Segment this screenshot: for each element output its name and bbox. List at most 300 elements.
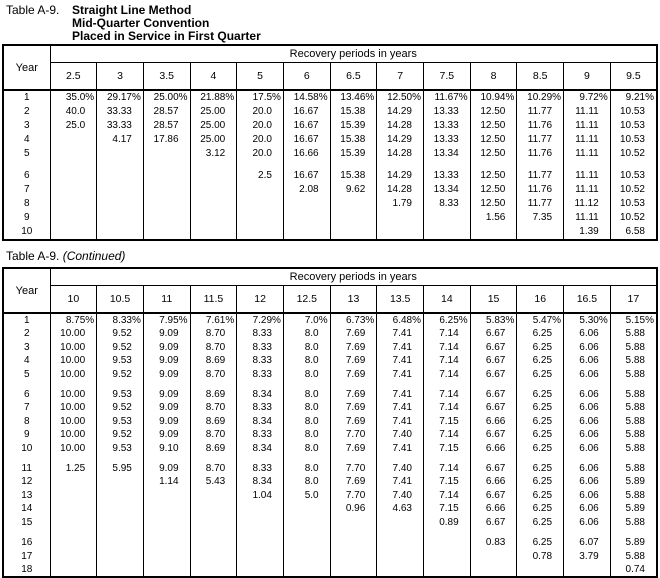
value-cell: 7.41 <box>377 327 424 340</box>
value-cell: 17.86 <box>143 133 190 147</box>
year-cell: 3 <box>23 120 30 131</box>
value-cell: 7.41 <box>377 341 424 354</box>
recovery-period-column-header: 12.5 <box>283 286 330 314</box>
value-cell: 8.0 <box>283 354 330 367</box>
value-cell: 6.66 <box>470 442 517 455</box>
value-cell <box>190 225 237 240</box>
value-cell <box>143 183 190 197</box>
value-cell: 5.88 <box>610 489 657 502</box>
value-cell: 5.88 <box>610 368 657 381</box>
year-cell: 4 <box>23 134 30 145</box>
value-cell: 16.67 <box>283 105 330 119</box>
value-cell: 5.88 <box>610 415 657 428</box>
value-cell: 5.43 <box>190 475 237 488</box>
value-cell: 5.30% <box>564 313 611 327</box>
table-row <box>3 354 657 367</box>
value-cell <box>50 197 97 211</box>
value-cell: 6.67 <box>470 462 517 475</box>
value-cell: 12.50 <box>470 197 517 211</box>
value-cell: 20.0 <box>237 105 284 119</box>
recovery-period-column-header: 5 <box>237 63 284 91</box>
table-title-block <box>6 4 261 43</box>
value-cell <box>143 563 190 577</box>
value-cell: 8.0 <box>283 327 330 340</box>
value-cell: 16.66 <box>283 147 330 161</box>
value-cell: 6.06 <box>564 401 611 414</box>
table-row <box>3 401 657 414</box>
value-cell: 10.53 <box>610 197 657 211</box>
value-cell <box>237 225 284 240</box>
table-row <box>3 341 657 354</box>
value-cell: 1.79 <box>377 197 424 211</box>
value-cell <box>190 489 237 502</box>
value-cell: 6.06 <box>564 475 611 488</box>
value-cell: 8.34 <box>237 475 284 488</box>
recovery-period-column-header: 17 <box>610 286 657 314</box>
value-cell: 11.11 <box>564 183 611 197</box>
value-cell: 10.52 <box>610 147 657 161</box>
value-cell <box>143 197 190 211</box>
value-cell: 8.33 <box>237 401 284 414</box>
value-cell: 7.14 <box>424 401 471 414</box>
value-cell: 0.89 <box>424 516 471 529</box>
value-cell: 9.53 <box>97 388 144 401</box>
value-cell: 11.11 <box>564 147 611 161</box>
value-cell: 9.09 <box>143 401 190 414</box>
table-row <box>3 462 657 475</box>
value-cell <box>143 225 190 240</box>
value-cell: 6.66 <box>470 415 517 428</box>
value-cell <box>283 197 330 211</box>
value-cell: 5.0 <box>283 489 330 502</box>
value-cell <box>424 536 471 549</box>
recovery-period-column-header: 6 <box>283 63 330 91</box>
table-row <box>3 169 657 183</box>
year-column-header: Year <box>3 45 50 90</box>
value-cell <box>50 211 97 225</box>
value-cell: 7.41 <box>377 415 424 428</box>
value-cell: 8.33 <box>237 354 284 367</box>
value-cell: 7.0% <box>283 313 330 327</box>
value-cell <box>50 516 97 529</box>
value-cell: 33.33 <box>97 119 144 133</box>
recovery-period-column-header: 13 <box>330 286 377 314</box>
table-row <box>3 183 657 197</box>
value-cell <box>470 225 517 240</box>
value-cell <box>97 169 144 183</box>
value-cell: 13.34 <box>424 183 471 197</box>
value-cell: 9.53 <box>97 354 144 367</box>
value-cell: 7.69 <box>330 327 377 340</box>
value-cell: 6.25% <box>424 313 471 327</box>
value-cell <box>377 211 424 225</box>
value-cell: 11.11 <box>564 211 611 225</box>
value-cell: 7.41 <box>377 368 424 381</box>
recovery-period-column-header: 12 <box>237 286 284 314</box>
value-cell: 9.21% <box>610 90 657 105</box>
value-cell <box>143 536 190 549</box>
value-cell <box>330 211 377 225</box>
value-cell: 5.88 <box>610 327 657 340</box>
value-cell: 8.69 <box>190 354 237 367</box>
value-cell: 7.14 <box>424 462 471 475</box>
value-cell <box>190 563 237 577</box>
value-cell: 20.0 <box>237 133 284 147</box>
value-cell: 6.67 <box>470 354 517 367</box>
value-cell: 6.25 <box>517 415 564 428</box>
value-cell <box>97 550 144 563</box>
value-cell: 8.69 <box>190 415 237 428</box>
recovery-period-column-header: 2.5 <box>50 63 97 91</box>
value-cell <box>50 133 97 147</box>
value-cell: 10.00 <box>50 368 97 381</box>
table-row <box>3 327 657 340</box>
value-cell: 6.67 <box>470 428 517 441</box>
value-cell: 14.28 <box>377 183 424 197</box>
value-cell: 6.67 <box>470 327 517 340</box>
value-cell: 3.12 <box>190 147 237 161</box>
value-cell: 7.15 <box>424 502 471 515</box>
value-cell <box>330 536 377 549</box>
recovery-period-column-header: 8.5 <box>517 63 564 91</box>
value-cell: 8.69 <box>190 442 237 455</box>
value-cell: 0.96 <box>330 502 377 515</box>
value-cell <box>143 211 190 225</box>
year-column-header: Year <box>3 268 50 313</box>
value-cell: 7.40 <box>377 489 424 502</box>
value-cell: 11.77 <box>517 133 564 147</box>
value-cell: 6.06 <box>564 502 611 515</box>
value-cell: 10.53 <box>610 169 657 183</box>
value-cell <box>50 489 97 502</box>
value-cell: 10.53 <box>610 133 657 147</box>
value-cell: 8.70 <box>190 341 237 354</box>
value-cell <box>237 211 284 225</box>
value-cell: 9.09 <box>143 327 190 340</box>
spacer-row <box>3 529 657 536</box>
value-cell <box>97 502 144 515</box>
value-cell: 2.08 <box>283 183 330 197</box>
value-cell: 5.88 <box>610 462 657 475</box>
recovery-period-column-header: 10.5 <box>97 286 144 314</box>
recovery-period-column-header: 13.5 <box>377 286 424 314</box>
year-cell: 9 <box>23 429 30 441</box>
value-cell: 6.67 <box>470 341 517 354</box>
value-cell: 11.67% <box>424 90 471 105</box>
value-cell: 9.52 <box>97 401 144 414</box>
value-cell: 6.66 <box>470 475 517 488</box>
year-cell: 13 <box>21 489 33 501</box>
value-cell: 6.67 <box>470 489 517 502</box>
value-cell: 8.33 <box>237 327 284 340</box>
recovery-period-column-header: 3 <box>97 63 144 91</box>
value-cell <box>97 183 144 197</box>
value-cell: 6.06 <box>564 428 611 441</box>
year-cell: 16 <box>21 537 33 549</box>
value-cell: 11.77 <box>517 105 564 119</box>
value-cell: 11.11 <box>564 119 611 133</box>
value-cell: 9.53 <box>97 442 144 455</box>
value-cell: 8.33 <box>237 341 284 354</box>
value-cell: 5.88 <box>610 341 657 354</box>
value-cell: 14.29 <box>377 169 424 183</box>
value-cell: 13.34 <box>424 147 471 161</box>
value-cell: 6.67 <box>470 516 517 529</box>
value-cell: 5.95 <box>97 462 144 475</box>
year-cell: 7 <box>23 184 30 195</box>
value-cell <box>283 563 330 577</box>
value-cell: 10.52 <box>610 183 657 197</box>
value-cell: 8.75% <box>50 313 97 327</box>
value-cell <box>377 536 424 549</box>
value-cell: 6.48% <box>377 313 424 327</box>
value-cell <box>190 197 237 211</box>
value-cell: 6.25 <box>517 428 564 441</box>
value-cell <box>237 536 284 549</box>
value-cell: 5.88 <box>610 388 657 401</box>
recovery-period-column-header: 14 <box>424 286 471 314</box>
value-cell: 8.34 <box>237 388 284 401</box>
value-cell: 25.00 <box>190 105 237 119</box>
value-cell <box>143 489 190 502</box>
recovery-period-column-header: 11.5 <box>190 286 237 314</box>
value-cell: 0.83 <box>470 536 517 549</box>
table-row <box>3 475 657 488</box>
value-cell: 10.00 <box>50 388 97 401</box>
recovery-period-column-header: 11 <box>143 286 190 314</box>
value-cell <box>97 563 144 577</box>
value-cell <box>330 225 377 240</box>
value-cell <box>190 502 237 515</box>
value-cell: 11.76 <box>517 183 564 197</box>
value-cell: 11.12 <box>564 197 611 211</box>
value-cell: 8.70 <box>190 327 237 340</box>
value-cell: 10.94% <box>470 90 517 105</box>
value-cell: 8.0 <box>283 428 330 441</box>
value-cell: 6.25 <box>517 489 564 502</box>
value-cell: 12.50 <box>470 119 517 133</box>
value-cell: 5.89 <box>610 536 657 549</box>
table-row <box>3 550 657 563</box>
value-cell: 6.25 <box>517 475 564 488</box>
value-cell: 9.09 <box>143 388 190 401</box>
value-cell: 1.25 <box>50 462 97 475</box>
value-cell: 8.70 <box>190 368 237 381</box>
year-cell: 1 <box>23 92 30 103</box>
value-cell: 0.78 <box>517 550 564 563</box>
recovery-period-column-header: 9 <box>564 63 611 91</box>
year-cell: 5 <box>23 148 30 159</box>
value-cell: 6.25 <box>517 462 564 475</box>
value-cell: 15.39 <box>330 147 377 161</box>
value-cell: 7.40 <box>377 428 424 441</box>
recovery-period-column-header: 3.5 <box>143 63 190 91</box>
value-cell: 14.29 <box>377 105 424 119</box>
value-cell: 5.89 <box>610 502 657 515</box>
value-cell: 33.33 <box>97 105 144 119</box>
value-cell: 8.34 <box>237 442 284 455</box>
value-cell: 10.00 <box>50 327 97 340</box>
value-cell: 29.17% <box>97 90 144 105</box>
year-cell: 7 <box>23 402 30 414</box>
value-cell <box>283 550 330 563</box>
value-cell <box>143 516 190 529</box>
value-cell: 10.53 <box>610 105 657 119</box>
value-cell: 6.67 <box>470 401 517 414</box>
value-cell: 11.77 <box>517 197 564 211</box>
value-cell: 40.0 <box>50 105 97 119</box>
value-cell: 14.58% <box>283 90 330 105</box>
value-cell: 6.06 <box>564 442 611 455</box>
value-cell: 10.00 <box>50 442 97 455</box>
value-cell: 6.25 <box>517 502 564 515</box>
recovery-period-column-header: 9.5 <box>610 63 657 91</box>
value-cell: 25.0 <box>50 119 97 133</box>
value-cell: 8.70 <box>190 401 237 414</box>
value-cell: 10.00 <box>50 341 97 354</box>
value-cell <box>330 550 377 563</box>
value-cell <box>377 516 424 529</box>
value-cell: 12.50 <box>470 133 517 147</box>
value-cell: 6.25 <box>517 341 564 354</box>
continued-title <box>6 249 125 263</box>
value-cell: 7.15 <box>424 415 471 428</box>
value-cell: 7.14 <box>424 388 471 401</box>
value-cell: 12.50% <box>377 90 424 105</box>
value-cell: 9.09 <box>143 368 190 381</box>
table-row <box>3 105 657 119</box>
value-cell: 7.69 <box>330 368 377 381</box>
value-cell: 6.25 <box>517 401 564 414</box>
year-cell: 18 <box>21 563 33 575</box>
value-cell: 7.14 <box>424 428 471 441</box>
value-cell <box>283 516 330 529</box>
value-cell: 12.50 <box>470 183 517 197</box>
value-cell: 6.25 <box>517 442 564 455</box>
value-cell <box>97 147 144 161</box>
recovery-period-column-header: 8 <box>470 63 517 91</box>
value-cell <box>237 502 284 515</box>
value-cell: 10.29% <box>517 90 564 105</box>
value-cell: 10.00 <box>50 428 97 441</box>
year-cell: 4 <box>23 355 30 367</box>
table-row <box>3 147 657 161</box>
year-cell: 9 <box>23 212 30 223</box>
value-cell: 6.06 <box>564 489 611 502</box>
value-cell: 5.88 <box>610 354 657 367</box>
value-cell: 6.25 <box>517 327 564 340</box>
value-cell <box>424 211 471 225</box>
depreciation-table <box>2 44 658 241</box>
value-cell: 5.88 <box>610 401 657 414</box>
value-cell: 16.67 <box>283 119 330 133</box>
recovery-period-column-header: 16 <box>517 286 564 314</box>
value-cell: 5.88 <box>610 550 657 563</box>
value-cell: 9.52 <box>97 327 144 340</box>
value-cell: 25.00 <box>190 119 237 133</box>
table-row <box>3 442 657 455</box>
year-cell: 1 <box>23 315 30 326</box>
value-cell: 7.14 <box>424 341 471 354</box>
value-cell: 10.53 <box>610 119 657 133</box>
title-line-convention: Mid-Quarter Convention <box>72 16 210 30</box>
value-cell: 7.29% <box>237 313 284 327</box>
recovery-periods-header: Recovery periods in years <box>50 268 657 286</box>
value-cell: 7.15 <box>424 442 471 455</box>
value-cell: 9.72% <box>564 90 611 105</box>
year-cell: 6 <box>23 170 30 181</box>
value-cell: 7.15 <box>424 475 471 488</box>
value-cell: 7.41 <box>377 354 424 367</box>
table-row <box>3 90 657 105</box>
value-cell: 6.07 <box>564 536 611 549</box>
year-cell: 15 <box>21 516 33 528</box>
value-cell: 2.5 <box>237 169 284 183</box>
value-cell <box>97 211 144 225</box>
title-line-method: Straight Line Method <box>72 3 192 17</box>
value-cell: 6.06 <box>564 462 611 475</box>
table-row <box>3 133 657 147</box>
value-cell <box>237 183 284 197</box>
value-cell <box>424 550 471 563</box>
value-cell: 8.0 <box>283 462 330 475</box>
value-cell <box>190 536 237 549</box>
table-row <box>3 211 657 225</box>
value-cell: 1.14 <box>143 475 190 488</box>
value-cell: 13.33 <box>424 133 471 147</box>
value-cell: 5.88 <box>610 516 657 529</box>
value-cell: 16.67 <box>283 133 330 147</box>
value-cell: 12.50 <box>470 169 517 183</box>
value-cell <box>377 225 424 240</box>
value-cell: 5.83% <box>470 313 517 327</box>
continued-suffix: (Continued) <box>62 249 126 263</box>
spacer-row <box>3 381 657 388</box>
value-cell <box>470 563 517 577</box>
value-cell: 5.88 <box>610 428 657 441</box>
value-cell: 6.06 <box>564 327 611 340</box>
value-cell: 6.67 <box>470 368 517 381</box>
value-cell: 6.06 <box>564 341 611 354</box>
value-cell: 9.09 <box>143 341 190 354</box>
value-cell <box>97 225 144 240</box>
value-cell <box>190 516 237 529</box>
value-cell: 8.0 <box>283 368 330 381</box>
value-cell <box>237 563 284 577</box>
value-cell: 6.67 <box>470 388 517 401</box>
value-cell <box>190 183 237 197</box>
value-cell <box>50 536 97 549</box>
first-quarter-table <box>2 44 658 241</box>
value-cell <box>424 563 471 577</box>
value-cell: 14.29 <box>377 133 424 147</box>
value-cell: 7.61% <box>190 313 237 327</box>
continued-table-label: Table A-9. <box>6 249 60 263</box>
value-cell: 11.76 <box>517 119 564 133</box>
value-cell: 9.53 <box>97 415 144 428</box>
table-label: Table A-9. <box>6 3 60 17</box>
value-cell: 15.38 <box>330 105 377 119</box>
year-cell: 10 <box>21 442 33 454</box>
value-cell: 14.28 <box>377 119 424 133</box>
value-cell <box>377 550 424 563</box>
value-cell: 5.88 <box>610 442 657 455</box>
value-cell <box>190 169 237 183</box>
value-cell: 8.33% <box>97 313 144 327</box>
value-cell <box>50 502 97 515</box>
value-cell: 7.70 <box>330 489 377 502</box>
table-row <box>3 415 657 428</box>
